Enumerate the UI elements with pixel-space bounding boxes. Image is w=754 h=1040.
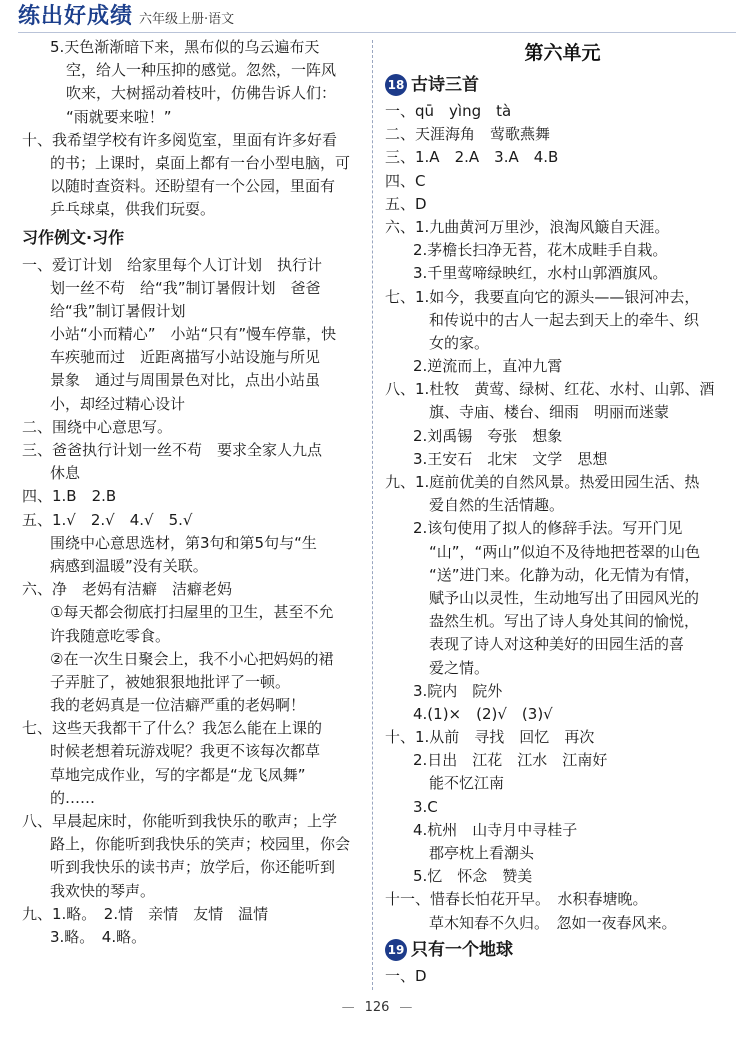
answer-line: 我欢快的琴声。 bbox=[50, 881, 156, 900]
right-column bbox=[385, 36, 740, 988]
answer-line: 时候老想着玩游戏呢？我更不该每次都草 bbox=[50, 742, 321, 761]
answer-line: 3.千里莺啼绿映红，水村山郭酒旗风。 bbox=[413, 264, 668, 283]
answer-line: ①每天都会彻底打扫屋里的卫生，甚至不允 bbox=[50, 603, 334, 622]
answer-line: 2.该句使用了拟人的修辞手法。写开门见 bbox=[413, 519, 683, 538]
answer-line: 小，却经过精心设计 bbox=[50, 394, 186, 413]
answer-line: 四、C bbox=[385, 171, 426, 190]
answer-line: 3.C bbox=[413, 797, 438, 816]
grade-subject: 六年级上册·语文 bbox=[139, 12, 235, 27]
answer-line: 听到我快乐的读书声；放学后，你还能听到 bbox=[50, 858, 336, 877]
answer-line: ②在一次生日聚会上，我不小心把妈妈的裙 bbox=[50, 649, 334, 668]
answer-line: 景象 通过与周围景色对比，点出小站虽 bbox=[50, 371, 321, 390]
answer-line: 草地完成作业，写的字都是“龙飞凤舞” bbox=[50, 765, 306, 784]
lesson-title-text: 只有一个地球 bbox=[411, 939, 513, 960]
header-rule bbox=[18, 32, 736, 33]
answer-line: 爱自然的生活情趣。 bbox=[429, 496, 565, 515]
answer-line: 空，给人一种压抑的感觉。忽然，一阵风 bbox=[66, 61, 337, 80]
answer-line: 2.逆流而上，直冲九霄 bbox=[413, 357, 563, 376]
unit-title: 第六单元 bbox=[524, 42, 601, 64]
answer-line: 3.略。 4.略。 bbox=[50, 927, 147, 946]
answer-line: 休息 bbox=[50, 464, 81, 483]
answer-line: 2.刘禹锡 夸张 想象 bbox=[413, 426, 563, 445]
answer-line: 七、这些天我都干了什么？我怎么能在上课的 bbox=[22, 719, 323, 738]
answer-line: 九、1.略。 2.情 亲情 友情 温情 bbox=[22, 904, 269, 923]
answer-line: 给“我”制订暑假计划 bbox=[50, 301, 186, 320]
answer-line: 车疾驰而过 近距离描写小站设施与所见 bbox=[50, 348, 321, 367]
answer-line: 六、1.九曲黄河万里沙，浪淘风簸自天涯。 bbox=[385, 217, 670, 236]
answer-line: 表现了诗人对这种美好的田园生活的喜 bbox=[429, 635, 685, 654]
answer-line: 五、D bbox=[385, 194, 427, 213]
answer-line: 一、爱订计划 给家里每个人订计划 执行计 bbox=[22, 255, 323, 274]
answer-line: 子弄脏了，被她狠狠地批评了一顿。 bbox=[50, 672, 291, 691]
answer-line: 一、D bbox=[385, 966, 427, 985]
answer-line: “雨就要来啦！” bbox=[66, 107, 172, 126]
answer-line: 5.忆 怀念 赞美 bbox=[413, 867, 533, 886]
answer-line: 八、1.杜牧 黄莺、绿树、红花、水村、山郭、酒 bbox=[385, 380, 715, 399]
answer-line: 2.日出 江花 江水 江南好 bbox=[413, 751, 608, 770]
answer-line: 2.茅檐长扫净无苔，花木成畦手自栽。 bbox=[413, 241, 668, 260]
answer-line: 郡亭枕上看潮头 bbox=[429, 844, 535, 862]
answer-line: 十、1.从前 寻找 回忆 再次 bbox=[385, 728, 595, 747]
page-number-text: 126 bbox=[364, 1000, 390, 1015]
answer-line: 七、1.如今，我要直向它的源头——银河冲去， bbox=[385, 287, 700, 306]
answer-line: 女的家。 bbox=[429, 333, 490, 352]
answer-line: 和传说中的古人一起去到天上的牵牛、织 bbox=[429, 310, 700, 329]
page-header bbox=[18, 4, 234, 30]
answer-line: 九、1.庭前优美的自然风景。热爱田园生活、热 bbox=[385, 473, 700, 491]
brand-logo: 练出好成绩 bbox=[18, 3, 134, 29]
lesson-title bbox=[385, 935, 740, 965]
answer-line: 以随时查资料。还盼望有一个公园，里面有 bbox=[50, 177, 336, 196]
answer-line: 的书；上课时，桌面上都有一台小型电脑，可 bbox=[50, 153, 351, 172]
answer-line: 三、1.A 2.A 3.A 4.B bbox=[385, 148, 559, 167]
answer-line: “山”，“两山”似迫不及待地把苍翠的山色 bbox=[429, 542, 701, 561]
answer-line: 能不忆江南 bbox=[429, 774, 505, 793]
answer-line: 我的老妈真是一位洁癖严重的老妈啊！ bbox=[50, 696, 306, 715]
answer-line: 病感到温暖”没有关联。 bbox=[50, 556, 208, 575]
lesson-title-text: 古诗三首 bbox=[411, 75, 479, 95]
answer-line: 划一丝不苟 给“我”制订暑假计划 爸爸 bbox=[50, 278, 321, 297]
answer-line: 乒乓球桌，供我们玩耍。 bbox=[50, 200, 216, 219]
answer-line: 围绕中心意思选材，第3句和第5句与“生 bbox=[50, 533, 317, 552]
answer-line: 许我随意吃零食。 bbox=[50, 626, 171, 645]
answer-line: 3.王安石 北宋 文学 思想 bbox=[413, 449, 608, 468]
answer-line: 八、早晨起床时，你能听到我快乐的歌声；上学 bbox=[22, 812, 338, 830]
answer-line: 4.(1)× (2)√ (3)√ bbox=[413, 704, 553, 723]
answer-line: 的…… bbox=[50, 788, 96, 807]
answer-line: 草木知春不久归。 忽如一夜春风来。 bbox=[429, 913, 677, 932]
answer-line: 4.杭州 山寺月中寻桂子 bbox=[413, 820, 578, 839]
left-column bbox=[22, 36, 368, 949]
answer-line: 盎然生机。写出了诗人身处其间的愉悦， bbox=[429, 612, 700, 631]
answer-line: 爱之情。 bbox=[429, 658, 490, 677]
lesson-number-badge: 18 bbox=[385, 74, 407, 96]
answer-line: 旗、寺庙、楼台、细雨 明丽而迷蒙 bbox=[429, 403, 670, 422]
answer-line: 二、天涯海角 莺歌燕舞 bbox=[385, 125, 551, 144]
answer-line: 赋予山以灵性，生动地写出了田园风光的 bbox=[429, 588, 700, 607]
lesson-title bbox=[385, 70, 740, 100]
answer-line: 十一、惜春长怕花开早。 水积春塘晚。 bbox=[385, 890, 648, 909]
answer-line: 三、爸爸执行计划一丝不苟 要求全家人九点 bbox=[22, 441, 323, 459]
answer-line: 吹来，大树摇动着枝叶，仿佛告诉人们： bbox=[66, 84, 337, 103]
answer-line: 五、1.√ 2.√ 4.√ 5.√ bbox=[22, 510, 193, 529]
answer-line: 3.院内 院外 bbox=[413, 681, 503, 700]
answer-line: “送”进门来。化静为动，化无情为有情， bbox=[429, 565, 700, 584]
answer-line: 一、qū yìng tà bbox=[385, 102, 512, 120]
answer-line: 六、净 老妈有洁癖 洁癖老妈 bbox=[22, 580, 233, 599]
column-divider bbox=[372, 40, 373, 990]
section-title: 习作例文·习作 bbox=[22, 227, 125, 247]
answer-line: 路上，你能听到我快乐的笑声；校园里，你会 bbox=[50, 835, 351, 854]
answer-line: 四、1.B 2.B bbox=[22, 487, 117, 506]
answer-line: 十、我希望学校有许多阅览室，里面有许多好看 bbox=[22, 130, 338, 149]
answer-line: 小站“小而精心” 小站“只有”慢车停靠，快 bbox=[50, 325, 337, 344]
lesson-number-badge: 19 bbox=[385, 939, 407, 961]
answer-line: 二、围绕中心意思写。 bbox=[22, 417, 173, 436]
answer-line: 5.天色渐渐暗下来，黑布似的乌云遍布天 bbox=[50, 38, 320, 56]
page-number: — 126 — bbox=[341, 1000, 413, 1015]
